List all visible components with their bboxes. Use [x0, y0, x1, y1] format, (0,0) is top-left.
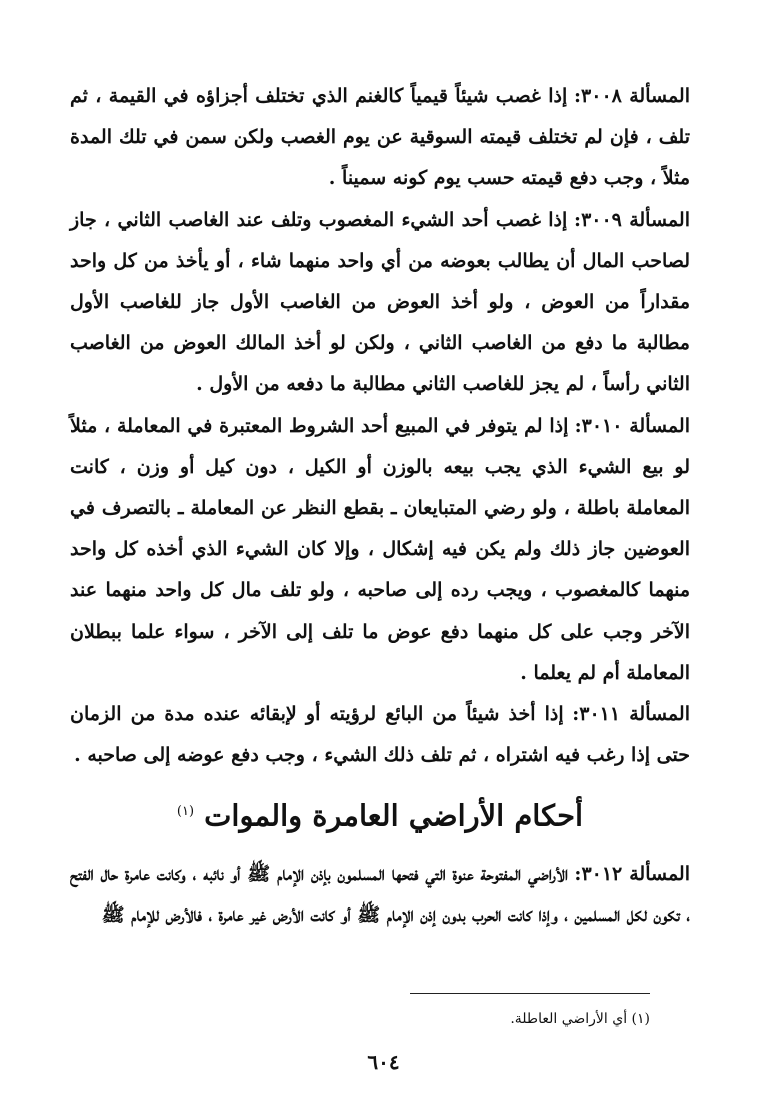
- page-number: ٦٠٤: [367, 1050, 400, 1074]
- issue-text: إذا غصب شيئاً قيمياً كالغنم الذي تختلف أجزاؤه في القيمة ، ثم تلف ، فإن لم تختلف قيمته السوقية عن يوم الغصب ولكن سمن في تلك المدة مثلاً ، وجب دفع قيمته حسب يوم كونه سميناً .: [70, 85, 690, 190]
- issue-3012: [70, 854, 690, 936]
- issue-3008: [70, 76, 690, 200]
- issue-text: إذا أخذ شيئاً من البائع لرؤيته أو لإبقائه عنده مدة من الزمان حتى إذا رغب فيه اشتراه ، ثم تلف ذلك الشيء ، وجب دفع عوضه إلى صاحبه .: [70, 703, 690, 767]
- issue-label: المسألة ٣٠١١:: [572, 703, 690, 726]
- footnote-ref: (١): [176, 804, 195, 820]
- page-body: [70, 76, 690, 937]
- section-title-text: أحكام الأراضي العامرة والموات: [204, 799, 584, 834]
- section-heading: [70, 790, 690, 838]
- issue-text: إذا لم يتوفر في المبيع أحد الشروط المعتبرة في المعاملة ، مثلاً لو بيع الشيء الذي يجب بيعه بالوزن أو الكيل ، دون كيل أو وزن ، كانت المعاملة باطلة ، ولو رضي المتبايعان ـ بقطع النظر عن المعاملة ـ بالتصرف في العوضين جاز ذلك ولم يكن فيه إشكال ، وإلا كان الشيء الذي أخذه كل واحد منهما كالمغصوب ، ويجب رده إلى صاحبه ، ولو تلف مال كل واحد منهما عند الآخر وجب على كل منهما دفع عوض ما تلف إلى الآخر ، سواء علما ببطلان المعاملة أم لم يعلما .: [70, 414, 690, 684]
- issue-label: المسألة ٣٠٠٩:: [574, 208, 690, 231]
- issue-3009: [70, 200, 690, 406]
- issue-3011: [70, 694, 690, 776]
- issue-3010: [70, 406, 690, 694]
- issue-text: الأراضي المفتوحة عنوة التي فتحها المسلمون بإذن الإمام ﷺ أو نائبه ، وكانت عامرة حال الفتح ، تكون لكل المسلمين ، وإذا كانت الحرب بدون إذن الإمام ﷺ أو كانت الأرض غير عامرة ، فالأرض للإمام ﷺ: [70, 863, 690, 927]
- issue-text: إذا غصب أحد الشيء المغصوب وتلف عند الغاصب الثاني ، جاز لصاحب المال أن يطالب بعوضه من أي واحد منهما شاء ، أو يأخذ من كل واحد مقداراً من العوض ، ولو أخذ العوض من الغاصب الأول جاز للغاصب الأول مطالبة ما دفع من الغاصب الثاني ، ولكن لو أخذ المالك العوض من الغاصب الثاني رأساً ، لم يجز للغاصب الثاني مطالبة ما دفعه من الأول .: [70, 208, 690, 396]
- issue-label: المسألة ٣٠١٢:: [574, 863, 690, 886]
- footnote-divider: [410, 993, 650, 994]
- issue-label: المسألة ٣٠١٠:: [574, 414, 690, 437]
- issue-label: المسألة ٣٠٠٨:: [574, 85, 690, 107]
- footnote: (١) أي الأراضي العاطلة.: [510, 1011, 650, 1027]
